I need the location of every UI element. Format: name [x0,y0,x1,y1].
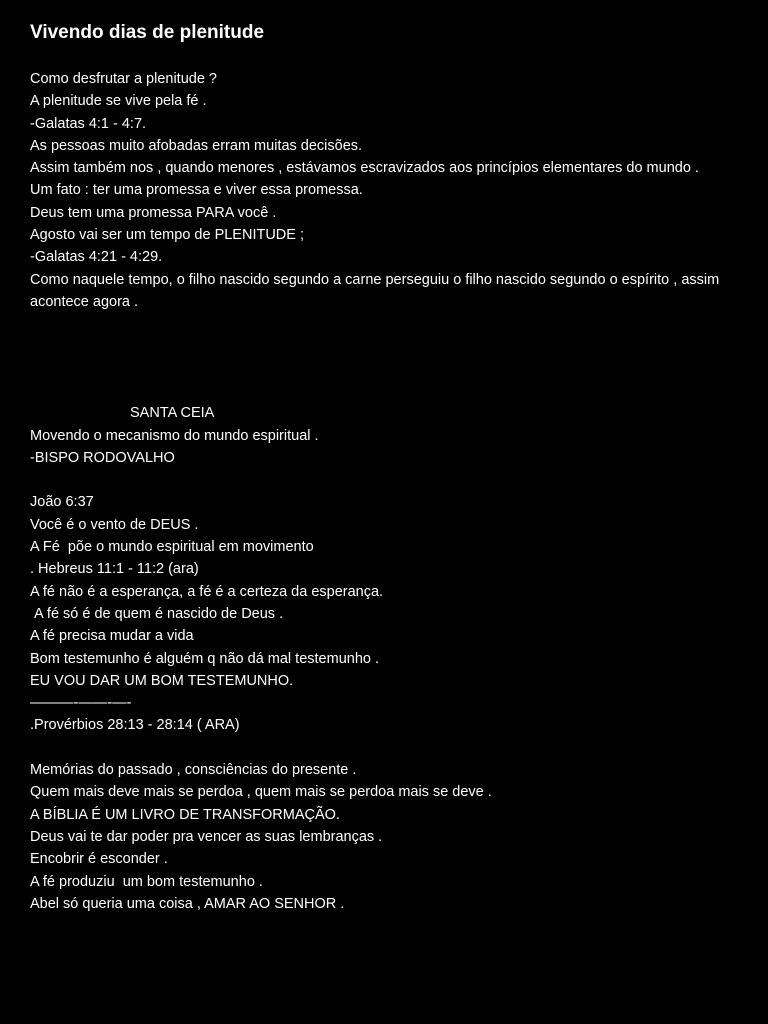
note-line: Assim também nos , quando menores , estávamos escravizados aos princípios elementares do mundo . [30,160,699,177]
note-line [30,737,730,759]
note-line: Abel só queria uma coisa , AMAR AO SENHOR . [30,895,345,912]
note-line: ———-——-—- [30,695,132,712]
note-line: A Fé põe o mundo espiritual em movimento [30,539,314,556]
section-santa-ceia [30,425,730,916]
note-line: Agosto vai ser um tempo de PLENITUDE ; [30,227,304,244]
section-heading-santa-ceia: SANTA CEIA [130,405,215,422]
note-title: Vivendo dias de plenitude [30,22,265,43]
section-plenitude [30,68,730,313]
note-line: . Hebreus 11:1 - 11:2 (ara) [30,561,199,578]
note-body [30,68,730,915]
note-line: A plenitude se vive pela fé . [30,93,207,110]
note-line: Bom testemunho é alguém q não dá mal testemunho . [30,650,380,667]
note-line: Como naquele tempo, o filho nascido segundo a carne perseguiu o filho nascido segundo o espírito , assim acontece agora . [30,271,724,310]
note-line: Encobrir é esconder . [30,851,168,868]
note-line: Quem mais deve mais se perdoa , quem mais se perdoa mais se deve . [30,784,492,801]
note-line: Você é o vento de DEUS . [30,516,199,533]
note-line: A fé precisa mudar a vida [30,628,194,645]
note-line: -BISPO RODOVALHO [30,449,175,466]
note-line: -Galatas 4:21 - 4:29. [30,249,163,266]
note-line: Movendo o mecanismo do mundo espiritual . [30,427,319,444]
blank-space [30,313,730,402]
note-line: -Galatas 4:1 - 4:7. [30,115,147,132]
note-line: A BÍBLIA É UM LIVRO DE TRANSFORMAÇÃO. [30,806,340,823]
note-line: A fé não é a esperança, a fé é a certeza da esperança. [30,583,384,600]
note-line: Memórias do passado , consciências do presente . [30,762,357,779]
note-line: Deus vai te dar poder pra vencer as suas lembranças . [30,828,383,845]
note-line: Deus tem uma promessa PARA você . [30,204,277,221]
note-line: EU VOU DAR UM BOM TESTEMUNHO. [30,672,294,689]
note-line: A fé só é de quem é nascido de Deus . [30,605,284,622]
note-line: Um fato : ter uma promessa e viver essa promessa. [30,182,363,199]
note-line: Como desfrutar a plenitude ? [30,71,217,87]
note-line [30,469,730,491]
note-line: João 6:37 [30,494,94,511]
note-line: .Provérbios 28:13 - 28:14 ( ARA) [30,717,240,734]
note-line: A fé produziu um bom testemunho . [30,873,263,890]
note-document[interactable] [30,20,730,915]
note-line: As pessoas muito afobadas erram muitas decisões. [30,137,363,154]
